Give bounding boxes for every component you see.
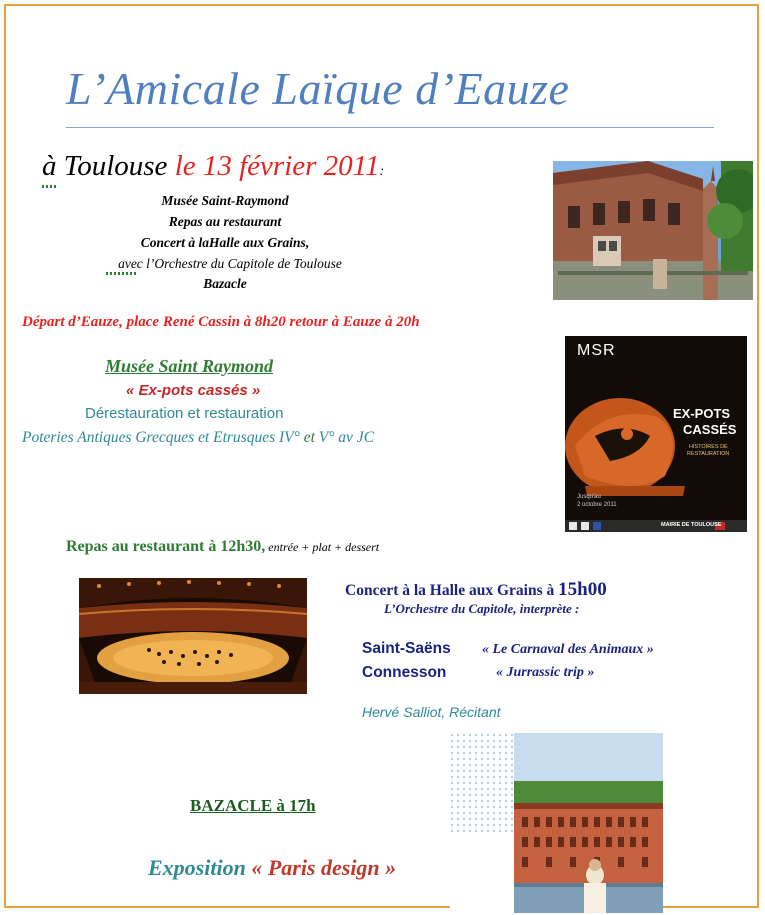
composer-name: Connesson — [362, 664, 447, 681]
program-item: avec l’Orchestre du Capitole de Toulouse — [118, 256, 342, 271]
exposition-line — [148, 855, 396, 881]
poster-footer: MAIRIE DE TOULOUSE — [661, 522, 722, 528]
work-title: « Jurrassic trip » — [496, 665, 595, 680]
program-item: Bazacle — [203, 276, 247, 291]
concert-info — [345, 579, 607, 601]
composer-name: Saint-Saëns — [362, 640, 451, 657]
concert-hall-photo — [79, 578, 307, 694]
poster-dates2: 2 octobre 2011 — [577, 502, 617, 508]
bazacle-heading: BAZACLE à 17h — [190, 796, 316, 815]
spellcheck-underline — [42, 185, 58, 188]
trip-date-prefix: le — [174, 150, 203, 182]
exposition-label: Exposition — [148, 855, 252, 880]
narrator-info: Hervé Salliot, Récitant — [362, 704, 501, 720]
lunch-time: Repas au restaurant à 12h30, — [66, 538, 266, 555]
musee-heading: Musée Saint Raymond — [105, 356, 274, 376]
exhibit-subtitle: Dérestauration et restauration — [85, 405, 284, 422]
spellcheck-underline — [106, 272, 136, 275]
pottery-text-b: V° av JC — [314, 429, 375, 446]
poster-subtitle2: RESTAURATION — [687, 451, 730, 457]
concert-time: 15h00 — [558, 579, 607, 600]
concert-text: Concert à la Halle aux Grains à — [345, 582, 559, 599]
trip-place: à Toulouse — [42, 150, 168, 182]
program-item: Concert à laHalle aux Grains, — [140, 235, 310, 250]
exhibit-title: « Ex-pots cassés » — [126, 382, 261, 399]
trip-date-line — [42, 150, 384, 183]
lunch-info — [66, 538, 379, 556]
title-divider — [66, 127, 714, 128]
departure-info: Départ d’Eauze, place René Cassin à 8h20 retour à Eauze à 20h — [22, 314, 420, 330]
pottery-text-et: et — [303, 429, 315, 446]
poster-dates1: Jusqu'au — [577, 494, 601, 500]
program-item: Repas au restaurant — [168, 214, 282, 229]
lunch-menu: entrée + plat + dessert — [265, 540, 380, 554]
trip-date: 13 février 2011 — [202, 150, 380, 182]
poster-title-line2: CASSÉS — [683, 422, 737, 437]
poster-logo: MSR — [577, 342, 616, 359]
work-title: « Le Carnaval des Animaux » — [482, 642, 654, 657]
exhibit-poster — [565, 336, 747, 532]
poster-title-line1: EX-POTS — [673, 406, 731, 421]
orchestra-line: L’Orchestre du Capitole, interprète : — [384, 601, 580, 616]
pottery-description — [22, 429, 374, 447]
page-title: L’Amicale Laïque d’Eauze — [66, 63, 570, 114]
bazacle-photo — [450, 733, 663, 913]
program-item: Musée Saint-Raymond — [161, 193, 289, 208]
exposition-name: « Paris design » — [251, 855, 397, 880]
musee-photo — [553, 161, 753, 300]
trip-colon: : — [379, 164, 385, 179]
pottery-text-a: Poteries Antiques Grecques et Etrusques IV° — [22, 429, 304, 446]
poster-subtitle1: HISTOIRES DE — [689, 444, 728, 450]
